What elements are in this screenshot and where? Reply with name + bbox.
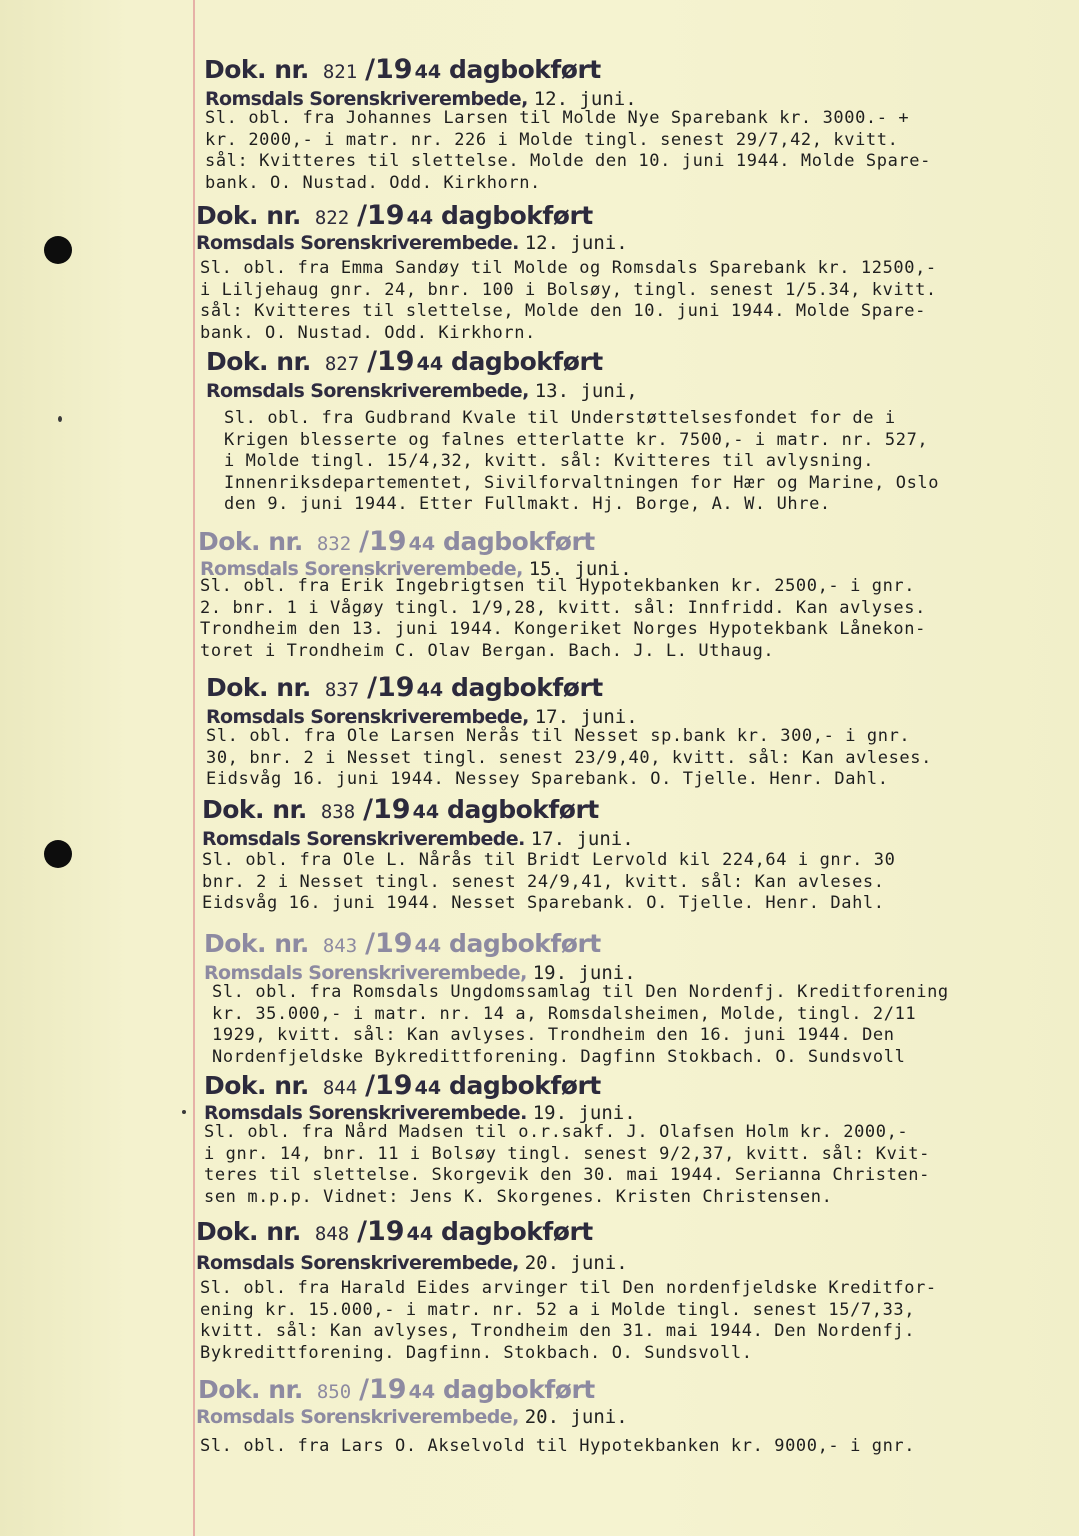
court-name (202, 828, 634, 850)
entry-stamp (206, 672, 603, 703)
entry-text (200, 1436, 915, 1458)
entry-year: 44 (416, 679, 444, 701)
entry-line: Sl. obl. fra Ole Larsen Nerås til Nesset sp.bank kr. 300,- i gnr. (206, 726, 911, 746)
entry-line: sål: Kvitteres til slettelse, Molde den 10. juni 1944. Molde Spare- (200, 301, 926, 321)
entry-line: 2. bnr. 1 i Vågøy tingl. 1/9,28, kvitt. sål: Innfridd. Kan avlyses. (200, 597, 926, 618)
margin-rule (193, 0, 195, 1536)
dagbok-label: dagbokført (451, 347, 603, 376)
entry-number: 837 (324, 679, 360, 701)
year-prefix: /19 (359, 526, 407, 557)
court-name (196, 1406, 628, 1428)
entry-text (200, 576, 926, 662)
entry-line: bank. O. Nustad. Odd. Kirkhorn. (205, 172, 541, 193)
entry-line: 1929, kvitt. sål: Kan avlyses. Trondheim den 16. juni 1944. Den (212, 1025, 895, 1045)
year-prefix: /19 (365, 928, 413, 959)
entry-text (224, 408, 939, 516)
dagbok-label: dagbokført (449, 929, 601, 958)
entry-line: teres til slettelse. Skorgevik den 30. mai 1944. Serianna Christen- (204, 1165, 930, 1185)
entry-line: Sl. obl. fra Erik Ingebrigtsen til Hypotekbanken kr. 2500,- i gnr. (200, 576, 916, 596)
ink-speck (182, 1110, 186, 1114)
dagbok-label: dagbokført (443, 527, 595, 556)
year-prefix: /19 (357, 200, 405, 231)
entry-text (202, 850, 895, 915)
entry-line: kvitt. sål: Kan avlyses, Trondheim den 31. mai 1944. Den Nordenfj. (200, 1321, 916, 1341)
entry-text (212, 982, 949, 1068)
dagbok-label: dagbokført (449, 55, 601, 84)
dok-label: Dok. nr. (198, 527, 303, 556)
entry-number: 844 (322, 1077, 358, 1099)
year-prefix: /19 (365, 54, 413, 85)
entry-year: 44 (406, 1223, 434, 1245)
entry-line: Eidsvåg 16. juni 1944. Nessey Sparebank. O. Tjelle. Henr. Dahl. (206, 769, 889, 789)
court-name (206, 706, 638, 728)
entry-line: bnr. 2 i Nesset tingl. senest 24/9,41, kvitt. sål: Kan avleses. (202, 871, 885, 892)
entry-line: Nordenfjeldske Bykredittforening. Dagfinn Stokbach. O. Sundsvoll (212, 1046, 906, 1067)
entry-stamp (196, 200, 593, 231)
entry-year: 44 (406, 207, 434, 229)
entry-year: 44 (414, 61, 442, 83)
entry-date: 15. juni. (528, 558, 632, 580)
dagbok-label: dagbokført (447, 795, 599, 824)
entry-line: kr. 2000,- i matr. nr. 226 i Molde tingl. senest 29/7,42, kvitt. (205, 129, 899, 150)
year-prefix: /19 (367, 346, 415, 377)
entry-line: Trondheim den 13. juni 1944. Kongeriket Norges Hypotekbank Lånekon- (200, 619, 926, 639)
entry-line: ening kr. 15.000,- i matr. nr. 52 a i Molde tingl. senest 15/7,33, (200, 1299, 916, 1320)
entry-line: Sl. obl. fra Emma Sandøy til Molde og Romsdals Sparebank kr. 12500,- (200, 258, 937, 278)
entry-line: Sl. obl. fra Romsdals Ungdomssamlag til Den Nordenfj. Kreditforening (212, 982, 949, 1002)
entry-date: 12. juni. (533, 88, 637, 110)
dok-label: Dok. nr. (198, 1375, 303, 1404)
entry-number: 822 (314, 207, 350, 229)
court-label: Romsdals Sorenskriverembede, (205, 88, 528, 110)
entry-line: i Molde tingl. 15/4,32, kvitt. sål: Kvitteres til avlysning. (224, 451, 875, 471)
court-name (204, 962, 636, 984)
dagbok-label: dagbokført (451, 673, 603, 702)
dok-label: Dok. nr. (204, 55, 309, 84)
court-label: Romsdals Sorenskriverembede, (206, 706, 529, 728)
entry-date: 17. juni. (530, 828, 634, 850)
entry-text (200, 258, 937, 344)
court-label: Romsdals Sorenskriverembede, (204, 962, 527, 984)
entry-stamp (204, 1070, 601, 1101)
entry-date: 20. juni. (524, 1252, 628, 1274)
court-label: Romsdals Sorenskriverembede. (196, 232, 519, 254)
entry-number: 832 (316, 533, 352, 555)
entry-date: 13. juni, (534, 380, 638, 402)
entry-date: 12. juni. (524, 232, 628, 254)
court-name (196, 1252, 628, 1274)
entry-text (200, 1278, 937, 1364)
year-prefix: /19 (359, 1374, 407, 1405)
court-name (206, 380, 638, 402)
entry-year: 44 (416, 353, 444, 375)
entry-line: Sl. obl. fra Johannes Larsen til Molde Nye Sparebank kr. 3000.- + (205, 108, 910, 128)
entry-number: 848 (314, 1223, 350, 1245)
entry-line: Sl. obl. fra Ole L. Nårås til Bridt Lervold kil 224,64 i gnr. 30 (202, 850, 896, 870)
dagbok-label: dagbokført (443, 1375, 595, 1404)
dok-label: Dok. nr. (206, 673, 311, 702)
entry-stamp (204, 54, 601, 85)
entry-line: bank. O. Nustad. Odd. Kirkhorn. (200, 322, 536, 343)
entry-line: 30, bnr. 2 i Nesset tingl. senest 23/9,40, kvitt. sål: Kan avleses. (206, 747, 932, 768)
entry-line: Sl. obl. fra Nård Madsen til o.r.sakf. J. Olafsen Holm kr. 2000,- (204, 1122, 909, 1142)
entry-stamp (198, 526, 595, 557)
entry-number: 843 (322, 935, 358, 957)
year-prefix: /19 (357, 1216, 405, 1247)
dok-label: Dok. nr. (196, 1217, 301, 1246)
year-prefix: /19 (363, 794, 411, 825)
punch-hole (44, 236, 72, 264)
entry-date: 17. juni. (534, 706, 638, 728)
dok-label: Dok. nr. (196, 201, 301, 230)
entry-line: den 9. juni 1944. Etter Fullmakt. Hj. Borge, A. W. Uhre. (224, 494, 831, 514)
entry-year: 44 (414, 1077, 442, 1099)
entry-stamp (206, 346, 603, 377)
entry-date: 19. juni. (532, 962, 636, 984)
entry-line: i Liljehaug gnr. 24, bnr. 100 i Bolsøy, tingl. senest 1/5.34, kvitt. (200, 279, 937, 300)
entry-line: Krigen blesserte og falnes etterlatte kr. 7500,- i matr. nr. 527, (224, 429, 929, 450)
entry-stamp (198, 1374, 595, 1405)
entry-number: 838 (320, 801, 356, 823)
entry-text (204, 1122, 930, 1208)
punch-hole (44, 840, 72, 868)
entry-date: 19. juni. (532, 1102, 636, 1124)
entry-year: 44 (412, 801, 440, 823)
dagbok-label: dagbokført (441, 1217, 593, 1246)
year-prefix: /19 (367, 672, 415, 703)
court-name (204, 1102, 636, 1124)
court-label: Romsdals Sorenskriverembede. (202, 828, 525, 850)
court-name (205, 88, 637, 110)
ink-speck (58, 416, 62, 422)
entry-year: 44 (408, 1381, 436, 1403)
dok-label: Dok. nr. (204, 1071, 309, 1100)
dok-label: Dok. nr. (204, 929, 309, 958)
entry-text (206, 726, 932, 791)
court-label: Romsdals Sorenskriverembede. (204, 1102, 527, 1124)
entry-line: Innenriksdepartementet, Sivilforvaltningen for Hær og Marine, Oslo (224, 472, 940, 493)
entry-line: Sl. obl. fra Lars O. Akselvold til Hypotekbanken kr. 9000,- i gnr. (200, 1436, 916, 1456)
dagbok-label: dagbokført (449, 1071, 601, 1100)
entry-line: Sl. obl. fra Gudbrand Kvale til Understøttelsesfondet for de i (224, 408, 896, 428)
entry-line: Bykredittforening. Dagfinn. Stokbach. O. Sundsvoll. (200, 1342, 753, 1363)
entry-year: 44 (414, 935, 442, 957)
entry-line: sen m.p.p. Vidnet: Jens K. Skorgenes. Kristen Christensen. (204, 1186, 833, 1207)
entry-stamp (196, 1216, 593, 1247)
entry-line: sål: Kvitteres til slettelse. Molde den 10. juni 1944. Molde Spare- (205, 151, 931, 171)
dok-label: Dok. nr. (206, 347, 311, 376)
dok-label: Dok. nr. (202, 795, 307, 824)
court-label: Romsdals Sorenskriverembede, (196, 1252, 519, 1274)
entry-number: 821 (322, 61, 358, 83)
entry-year: 44 (408, 533, 436, 555)
entry-line: Sl. obl. fra Harald Eides arvinger til Den nordenfjeldske Kreditfor- (200, 1278, 937, 1298)
entry-stamp (202, 794, 599, 825)
court-label: Romsdals Sorenskriverembede, (196, 1406, 519, 1428)
entry-line: kr. 35.000,- i matr. nr. 14 a, Romsdalsheimen, Molde, tingl. 2/11 (212, 1003, 917, 1024)
entry-line: Eidsvåg 16. juni 1944. Nesset Sparebank. O. Tjelle. Henr. Dahl. (202, 893, 885, 913)
entry-number: 827 (324, 353, 360, 375)
entry-text (205, 108, 931, 194)
court-name (196, 232, 628, 254)
entry-line: toret i Trondheim C. Olav Bergan. Bach. J. L. Uthaug. (200, 640, 775, 661)
entry-stamp (204, 928, 601, 959)
entry-line: i gnr. 14, bnr. 11 i Bolsøy tingl. senest 9/2,37, kvitt. sål: Kvit- (204, 1143, 930, 1164)
entry-number: 850 (316, 1381, 352, 1403)
year-prefix: /19 (365, 1070, 413, 1101)
entry-date: 20. juni. (524, 1406, 628, 1428)
dagbok-label: dagbokført (441, 201, 593, 230)
court-label: Romsdals Sorenskriverembede, (200, 558, 523, 580)
court-label: Romsdals Sorenskriverembede, (206, 380, 529, 402)
